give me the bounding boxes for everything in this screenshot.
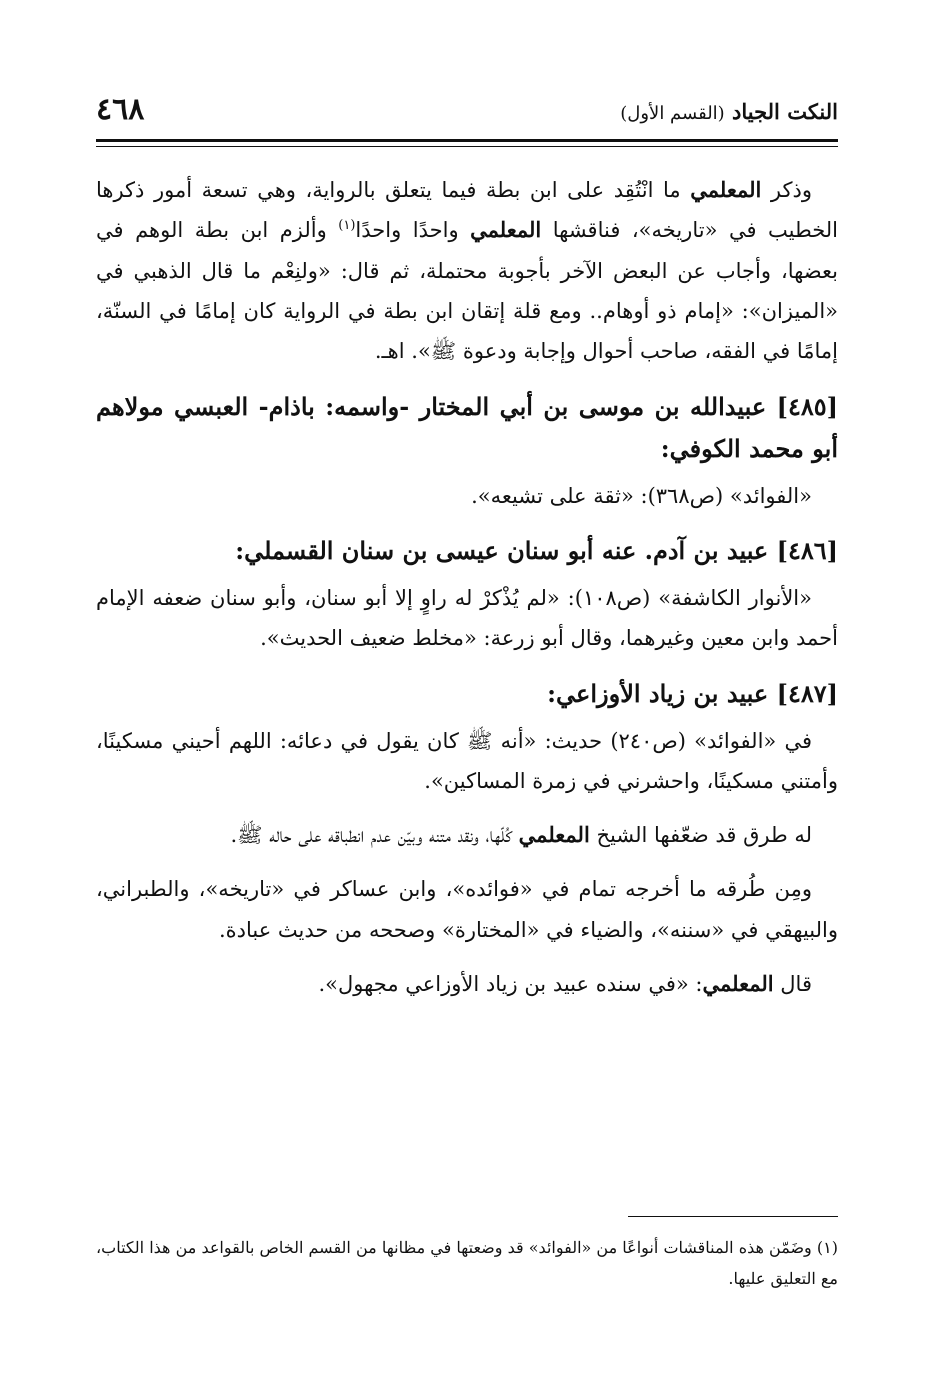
intro-paragraph bbox=[96, 170, 838, 372]
footnote-marker: (١) bbox=[338, 218, 356, 234]
entry-487-p4-text-b: : «في سنده عبيد بن زياد الأوزاعي مجهول». bbox=[318, 972, 703, 997]
header-rule-thin bbox=[96, 146, 838, 147]
entry-487-paragraph-4 bbox=[96, 964, 838, 1004]
author-name-highlight: المعلمي bbox=[470, 217, 542, 243]
page-number: ٤٦٨ bbox=[96, 92, 145, 127]
entry-487-p4-text-a: قال bbox=[773, 972, 812, 997]
entry-487-paragraph-2 bbox=[96, 815, 838, 855]
entry-485-text: «الفوائد» (ص٣٦٨): «ثقة على تشيعه». bbox=[471, 483, 812, 508]
intro-text-a: وذكر bbox=[761, 178, 812, 202]
author-name-highlight: المعلمي bbox=[702, 971, 774, 997]
entry-486-text: «الأنوار الكاشفة» (ص١٠٨): «لم يُذْكرْ له راوٍ إلا أبو سنان، وأبو سنان ضعفه الإمام أحمد وابن معين وغيرهما، وقال أبو زرعة: «مخلط ضعيف الحديث». bbox=[96, 585, 838, 651]
entry-487-heading: [٤٨٧] عبيد بن زياد الأوزاعي: bbox=[547, 678, 838, 708]
header-rule-thick bbox=[96, 139, 838, 142]
intro-text-c: واحدًا واحدًا bbox=[355, 218, 471, 243]
entry-487-paragraph-3: ومِن طُرقه ما أخرجه تمام في «فوائده»، وابن عساكر في «تاريخه»، والطبراني، والبيهقي في «سننه»، والضياء في «المختارة» وصححه من حديث عبادة. bbox=[96, 877, 838, 942]
running-title bbox=[620, 99, 838, 124]
page-header bbox=[96, 92, 838, 127]
footnote: (١) وضَمّن هذه المناقشات أنواعًا من «الفوائد» قد وضعتها في مظانها من القسم الخاص بالقواعد من هذا الكتاب، مع التعليق عليها. bbox=[96, 1238, 838, 1289]
page-body bbox=[96, 170, 838, 1018]
book-subtitle: (القسم الأول) bbox=[620, 103, 725, 124]
intro-text-b: ما انْتُقِد على ابن بطة فيما يتعلق بالرواية، وهي تسعة أمور ذكرها الخطيب في «تاريخه»، فناقشها bbox=[96, 178, 838, 243]
book-title: النكت الجياد bbox=[732, 99, 838, 124]
entry-485-heading: [٤٨٥] عبيدالله بن موسى بن أبي المختار -واسمه: باذام- العبسي مولاهم أبو محمد الكوفي: bbox=[96, 391, 838, 463]
author-name-highlight: المعلمي bbox=[690, 177, 762, 202]
author-name-highlight: المعلمي bbox=[518, 822, 590, 848]
intro-text-d: وألزم ابن بطة الوهم في بعضها، وأجاب عن البعض الآخر بأجوبة محتملة، ثم قال: «ولنِعْم ما قال الذهبي في «الميزان»: «إمام ذو أوهام.. ومع قلة إتقان ابن بطة في الرواية كان إمامًا في السنّة، إمامًا في الفقه، صاحب أحوال وإجابة ودعوة ﷺ». اهـ. bbox=[96, 218, 838, 364]
entry-487-paragraph-1: في «الفوائد» (ص٢٤٠) حديث: «أنه ﷺ كان يقول في دعائه: اللهم أحيني مسكينًا، وأمتني مسكينًا، واحشرني في زمرة المساكين». bbox=[96, 728, 838, 793]
entry-487-p2-text-b: كُلّها، ونقد متنه وبيّن عدم انطباقه على حاله ﷺ. bbox=[230, 823, 519, 848]
entry-487-p2-text-a: له طرق قد ضعّفها الشيخ bbox=[589, 823, 812, 848]
entry-486-heading: [٤٨٦] عبيد بن آدم. عنه أبو سنان عيسى بن سنان القسملي: bbox=[235, 535, 838, 565]
footnote-rule bbox=[628, 1216, 838, 1217]
